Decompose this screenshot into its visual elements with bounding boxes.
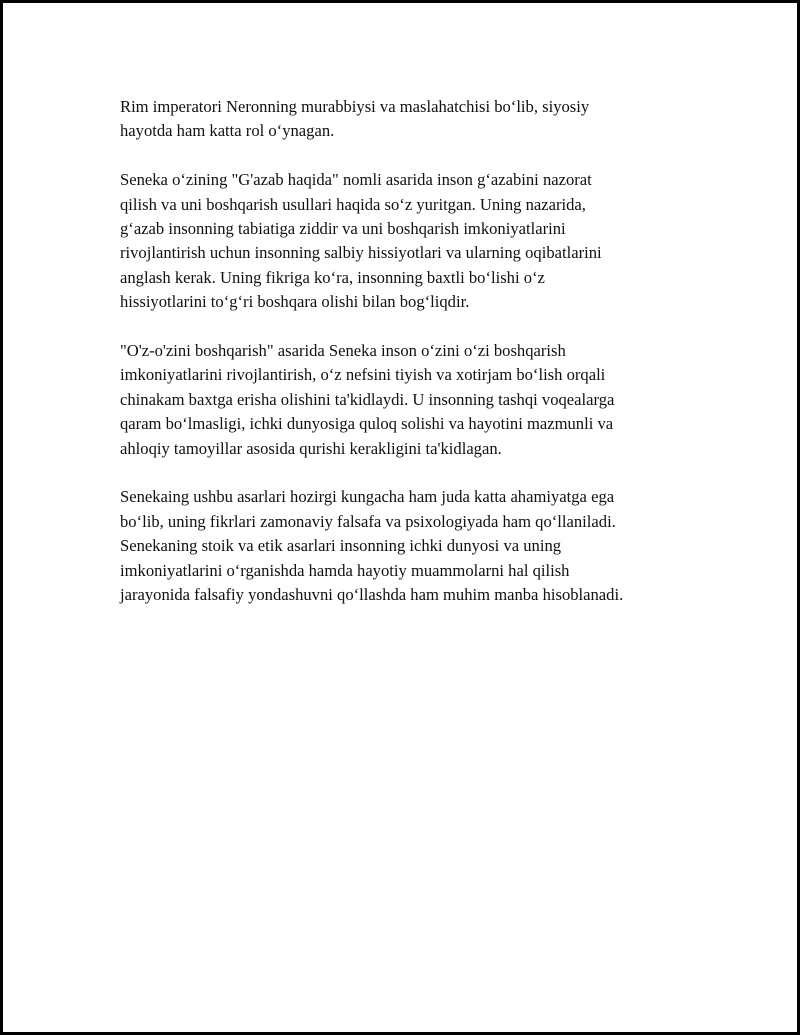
text-line: hayotda ham katta rol o‘ynagan. (120, 121, 335, 141)
text-line: ahloqiy tamoyillar asosida qurishi kerakligini ta'kidlagan. (120, 438, 502, 458)
text-line: rivojlantirish uchun insonning salbiy hissiyotlari va ularning oqibatlarini (120, 243, 602, 263)
text-line: g‘azab insonning tabiatiga ziddir va uni boshqarish imkoniyatlarini (120, 219, 566, 239)
text-line: imkoniyatlarini rivojlantirish, o‘z nefsini tiyish va xotirjam bo‘lish orqali (120, 365, 606, 385)
text-line: Seneka o‘zining "G'azab haqida" nomli asarida inson g‘azabini nazorat (120, 170, 592, 190)
text-line: imkoniyatlarini o‘rganishda hamda hayotiy muammolarni hal qilish (120, 560, 570, 580)
text-line: Rim imperatori Neronning murabbiysi va maslahatchisi bo‘lib, siyosiy (120, 97, 590, 116)
text-line: "O'z-o'zini boshqarish" asarida Seneka inson o‘zini o‘zi boshqarish (120, 341, 566, 361)
paragraph (120, 339, 700, 461)
text-line: bo‘lib, uning fikrlari zamonaviy falsafa va psixologiyada ham qo‘llaniladi. (120, 511, 616, 531)
paragraph (120, 95, 700, 144)
text-line: Senekaing ushbu asarlari hozirgi kungacha ham juda katta ahamiyatga ega (120, 487, 615, 507)
text-line: chinakam baxtga erisha olishini ta'kidlaydi. U insonning tashqi voqealarga (120, 389, 615, 409)
text-line: jarayonida falsafiy yondashuvni qo‘llashda ham muhim manba hisoblanadi. (120, 585, 624, 605)
text-line: qilish va uni boshqarish usullari haqida so‘z yuritgan. Uning nazarida, (120, 194, 586, 214)
document-body (120, 95, 700, 632)
paragraph (120, 168, 700, 314)
paragraph (120, 485, 700, 607)
text-line: qaram bo‘lmasligi, ichki dunyosiga quloq solishi va hayotini mazmunli va (120, 414, 614, 434)
text-line: hissiyotlarini to‘g‘ri boshqara olishi bilan bog‘liqdir. (120, 292, 470, 312)
text-line: Senekaning stoik va etik asarlari insonning ichki dunyosi va uning (120, 536, 562, 556)
text-line: anglash kerak. Uning fikriga ko‘ra, insonning baxtli bo‘lishi o‘z (120, 267, 545, 287)
